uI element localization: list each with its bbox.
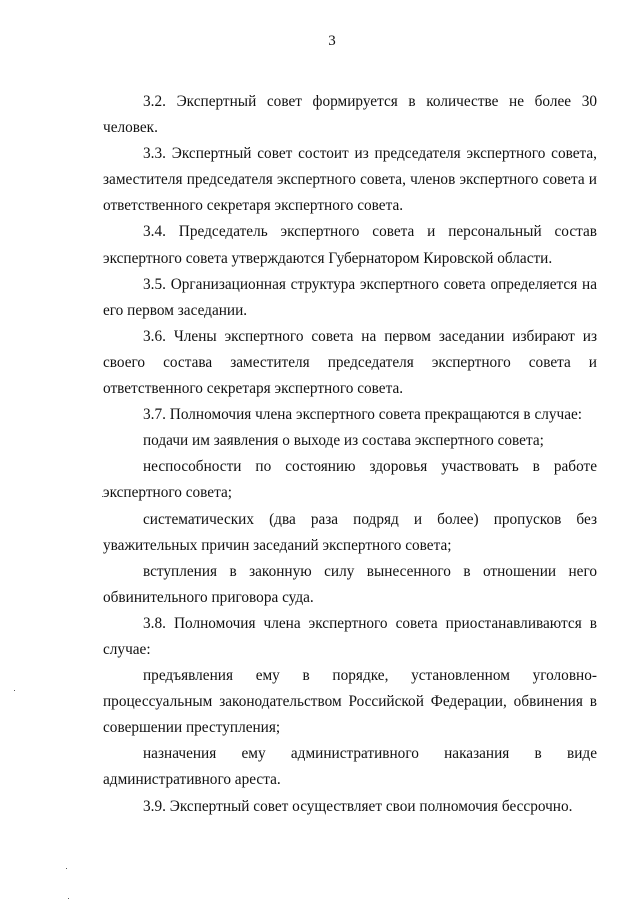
paragraph-3-2: 3.2. Экспертный совет формируется в количестве не более 30 человек. <box>103 93 597 137</box>
document-body <box>103 89 597 820</box>
list-item-health: неспособности по состоянию здоровья участвовать в работе экспертного совета; <box>103 458 597 502</box>
paragraph-3-4: 3.4. Председатель экспертного совета и персональный состав экспертного совета утверждаются Губернатором Кировской области. <box>103 223 597 267</box>
paragraph-3-8: 3.8. Полномочия члена экспертного совета приостанавливаются в случае: <box>103 614 597 658</box>
paragraph-3-3: 3.3. Экспертный совет состоит из председателя экспертного совета, заместителя председателя экспертного совета, членов экспертного совета и ответственного секретаря экспертного совета. <box>103 145 597 215</box>
page-number: 3 <box>328 33 336 49</box>
list-item-resignation: подачи им заявления о выходе из состава экспертного совета; <box>143 432 544 450</box>
paragraph-3-5: 3.5. Организационная структура экспертного совета определяется на его первом заседании. <box>103 275 597 319</box>
paragraph-3-9: 3.9. Экспертный совет осуществляет свои полномочия бессрочно. <box>143 797 573 815</box>
paragraph-3-6: 3.6. Члены экспертного совета на первом заседании избирают из своего состава заместителя председателя экспертного совета и ответственного секретаря экспертного совета. <box>103 327 597 398</box>
list-item-arrest: назначения ему административного наказания в виде административного ареста. <box>103 745 597 789</box>
list-item-conviction: вступления в законную силу вынесенного в отношении него обвинительного приговора суда. <box>103 562 597 606</box>
paragraph-3-7: 3.7. Полномочия члена экспертного совета прекращаются в случае: <box>143 406 583 424</box>
list-item-absences: систематических (два раза подряд и более) пропусков без уважительных причин заседаний экспертного совета; <box>103 510 597 554</box>
list-item-accusation: предъявления ему в порядке, установленном уголовно-процессуальным законодательством Российской Федерации, обвинения в совершении преступления; <box>103 667 597 737</box>
